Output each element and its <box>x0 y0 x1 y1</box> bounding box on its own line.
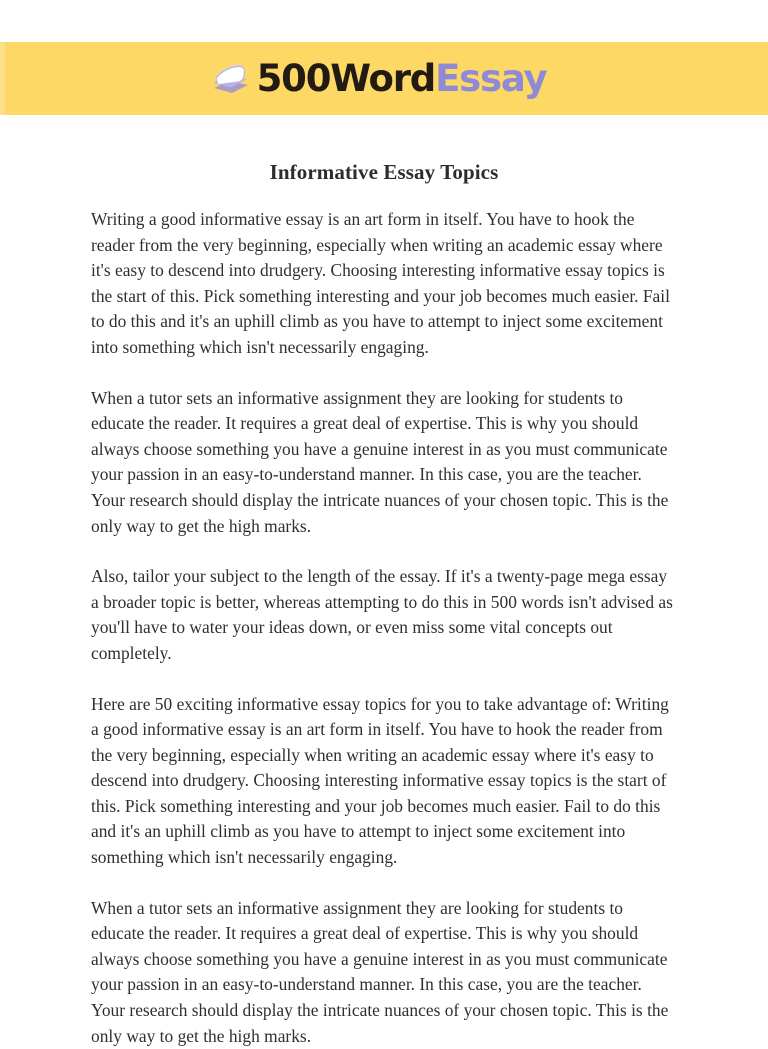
body-paragraph: Also, tailor your subject to the length of the essay. If it's a twenty-page mega essay a broader topic is better, whereas attempting to do this in 500 words isn't advised as you'll have to water your ideas down, or even miss some vital concepts out completely. <box>91 566 673 663</box>
site-logo[interactable] <box>210 57 547 100</box>
body-paragraph: Writing a good informative essay is an art form in itself. You have to hook the reader from the very beginning, especially when writing an academic essay where it's easy to descend into drudgery. Choosing interesting informative essay topics is the start of this. Pick something interesting and your job becomes much easier. Fail to do this and it's an uphill climb as you have to attempt to inject some excitement into something which isn't necessarily engaging. <box>91 209 670 357</box>
article-container <box>0 160 768 1049</box>
article-body <box>91 207 677 1049</box>
header-divider <box>0 115 768 129</box>
page-title: Informative Essay Topics <box>269 160 499 184</box>
logo-accent-text: Essay <box>435 57 547 100</box>
page-top-margin <box>0 0 768 42</box>
logo-primary-text: 500Word <box>256 57 436 100</box>
body-paragraph: When a tutor sets an informative assignment they are looking for students to educate the reader. It requires a great deal of expertise. This is why you should always choose something you have a genuine interest in as you must communicate your passion in an easy-to-understand manner. In this case, you are the teacher. Your research should display the intricate nuances of your chosen topic. This is the only way to get the high marks. <box>91 897 669 1046</box>
stacked-papers-icon <box>210 63 252 95</box>
site-header-banner <box>0 42 768 115</box>
logo-text <box>256 57 547 100</box>
body-paragraph: When a tutor sets an informative assignment they are looking for students to educate the reader. It requires a great deal of expertise. This is why you should always choose something you have a genuine interest in as you must communicate your passion in an easy-to-understand manner. In this case, you are the teacher. Your research should display the intricate nuances of your chosen topic. This is the only way to get the high marks. <box>91 387 669 536</box>
body-paragraph: Here are 50 exciting informative essay topics for you to take advantage of: Writing a good informative essay is an art form in itself. You have to hook the reader from the very beginning, especially when writing an academic essay where it's easy to descend into drudgery. Choosing interesting informative essay topics is the start of this. Pick something interesting and your job becomes much easier. Fail to do this and it's an uphill climb as you have to attempt to inject some excitement into something which isn't necessarily engaging. <box>91 693 669 868</box>
